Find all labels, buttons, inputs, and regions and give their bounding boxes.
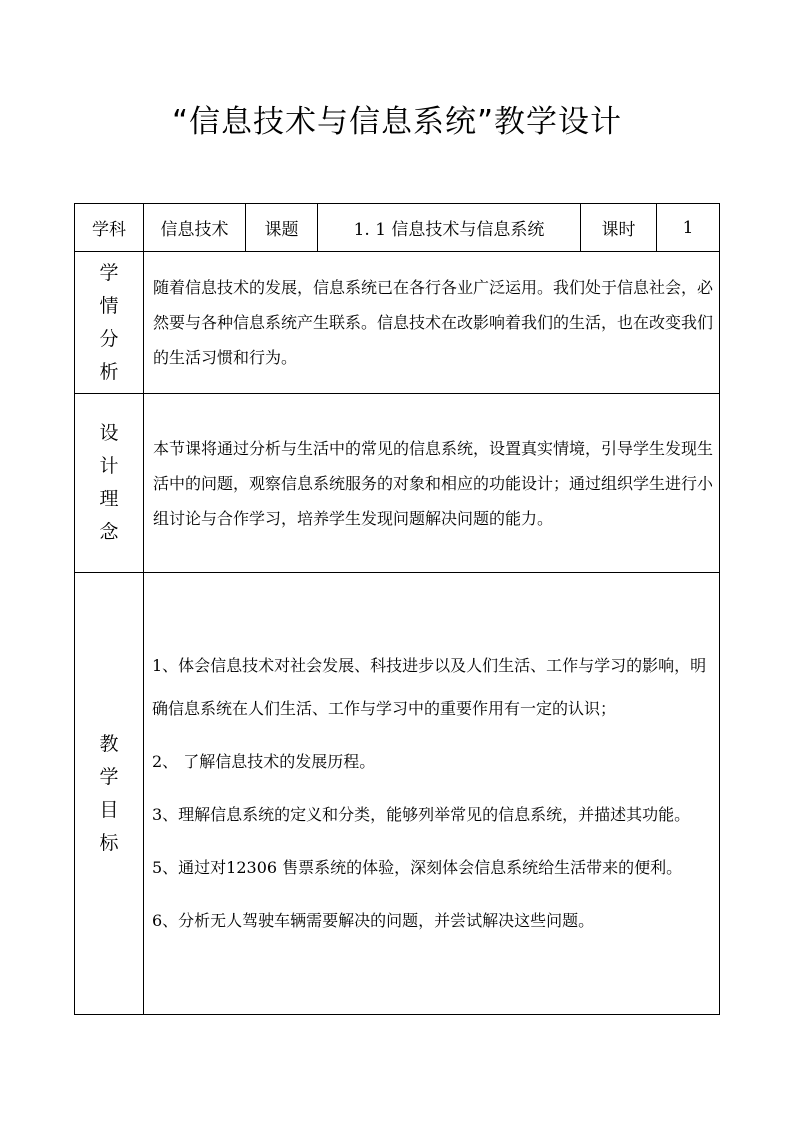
analysis-label (75, 252, 144, 394)
design-label (75, 394, 144, 573)
analysis-text: 随着信息技术的发展，信息系统已在各行各业广泛运用。我们处于信息社会，必然要与各种信息系统产生联系。信息技术在改影响着我们的生活，也在改变我们的生活习惯和行为。 (144, 252, 720, 394)
objectives-row (75, 573, 720, 1015)
design-row (75, 394, 720, 573)
document-title: “信息技术与信息系统”教学设计 (171, 104, 623, 140)
objective-item: 3、理解信息系统的定义和分类，能够列举常见的信息系统，并描述其功能。 (152, 804, 691, 824)
subject-label: 学科 (75, 204, 144, 252)
lesson-plan-table (74, 203, 720, 1015)
label-char: 标 (99, 831, 119, 854)
topic-label: 课题 (246, 204, 318, 252)
label-char: 念 (99, 521, 119, 543)
subject-value: 信息技术 (144, 204, 246, 252)
objectives-list (144, 573, 720, 1015)
objective-item: 5、通过对12306 售票系统的体验，深刻体会信息系统给生活带来的便利。 (152, 857, 683, 877)
objective-item: 6、分析无人驾驶车辆需要解决的问题，并尝试解决这些问题。 (152, 910, 595, 930)
label-char: 设 (99, 422, 119, 444)
analysis-row (75, 252, 720, 394)
header-row (75, 204, 720, 252)
label-char: 情 (99, 294, 119, 317)
topic-value: 1. 1 信息技术与信息系统 (318, 204, 581, 252)
objective-item: 2、 了解信息技术的发展历程。 (152, 751, 376, 771)
label-char: 理 (99, 488, 119, 510)
design-text: 本节课将通过分析与生活中的常见的信息系统，设置真实情境，引导学生发现生活中的问题，观察信息系统服务的对象和相应的功能设计；通过组织学生进行小组讨论与合作学习，培养学生发现问题解决问题的能力。 (144, 394, 720, 573)
label-char: 学 (99, 261, 119, 284)
objective-item: 1、体会信息技术对社会发展、科技进步以及人们生活、工作与学习的影响，明确信息系统在人们生活、工作与学习中的重要作用有一定的认识； (152, 655, 707, 718)
objectives-label (75, 573, 144, 1015)
label-char: 目 (99, 798, 119, 821)
hours-label: 课时 (581, 204, 657, 252)
hours-value: 1 (657, 204, 720, 252)
label-char: 计 (99, 455, 119, 477)
label-char: 析 (99, 360, 119, 383)
label-char: 分 (99, 327, 119, 350)
label-char: 学 (99, 765, 119, 788)
label-char: 教 (99, 732, 119, 755)
